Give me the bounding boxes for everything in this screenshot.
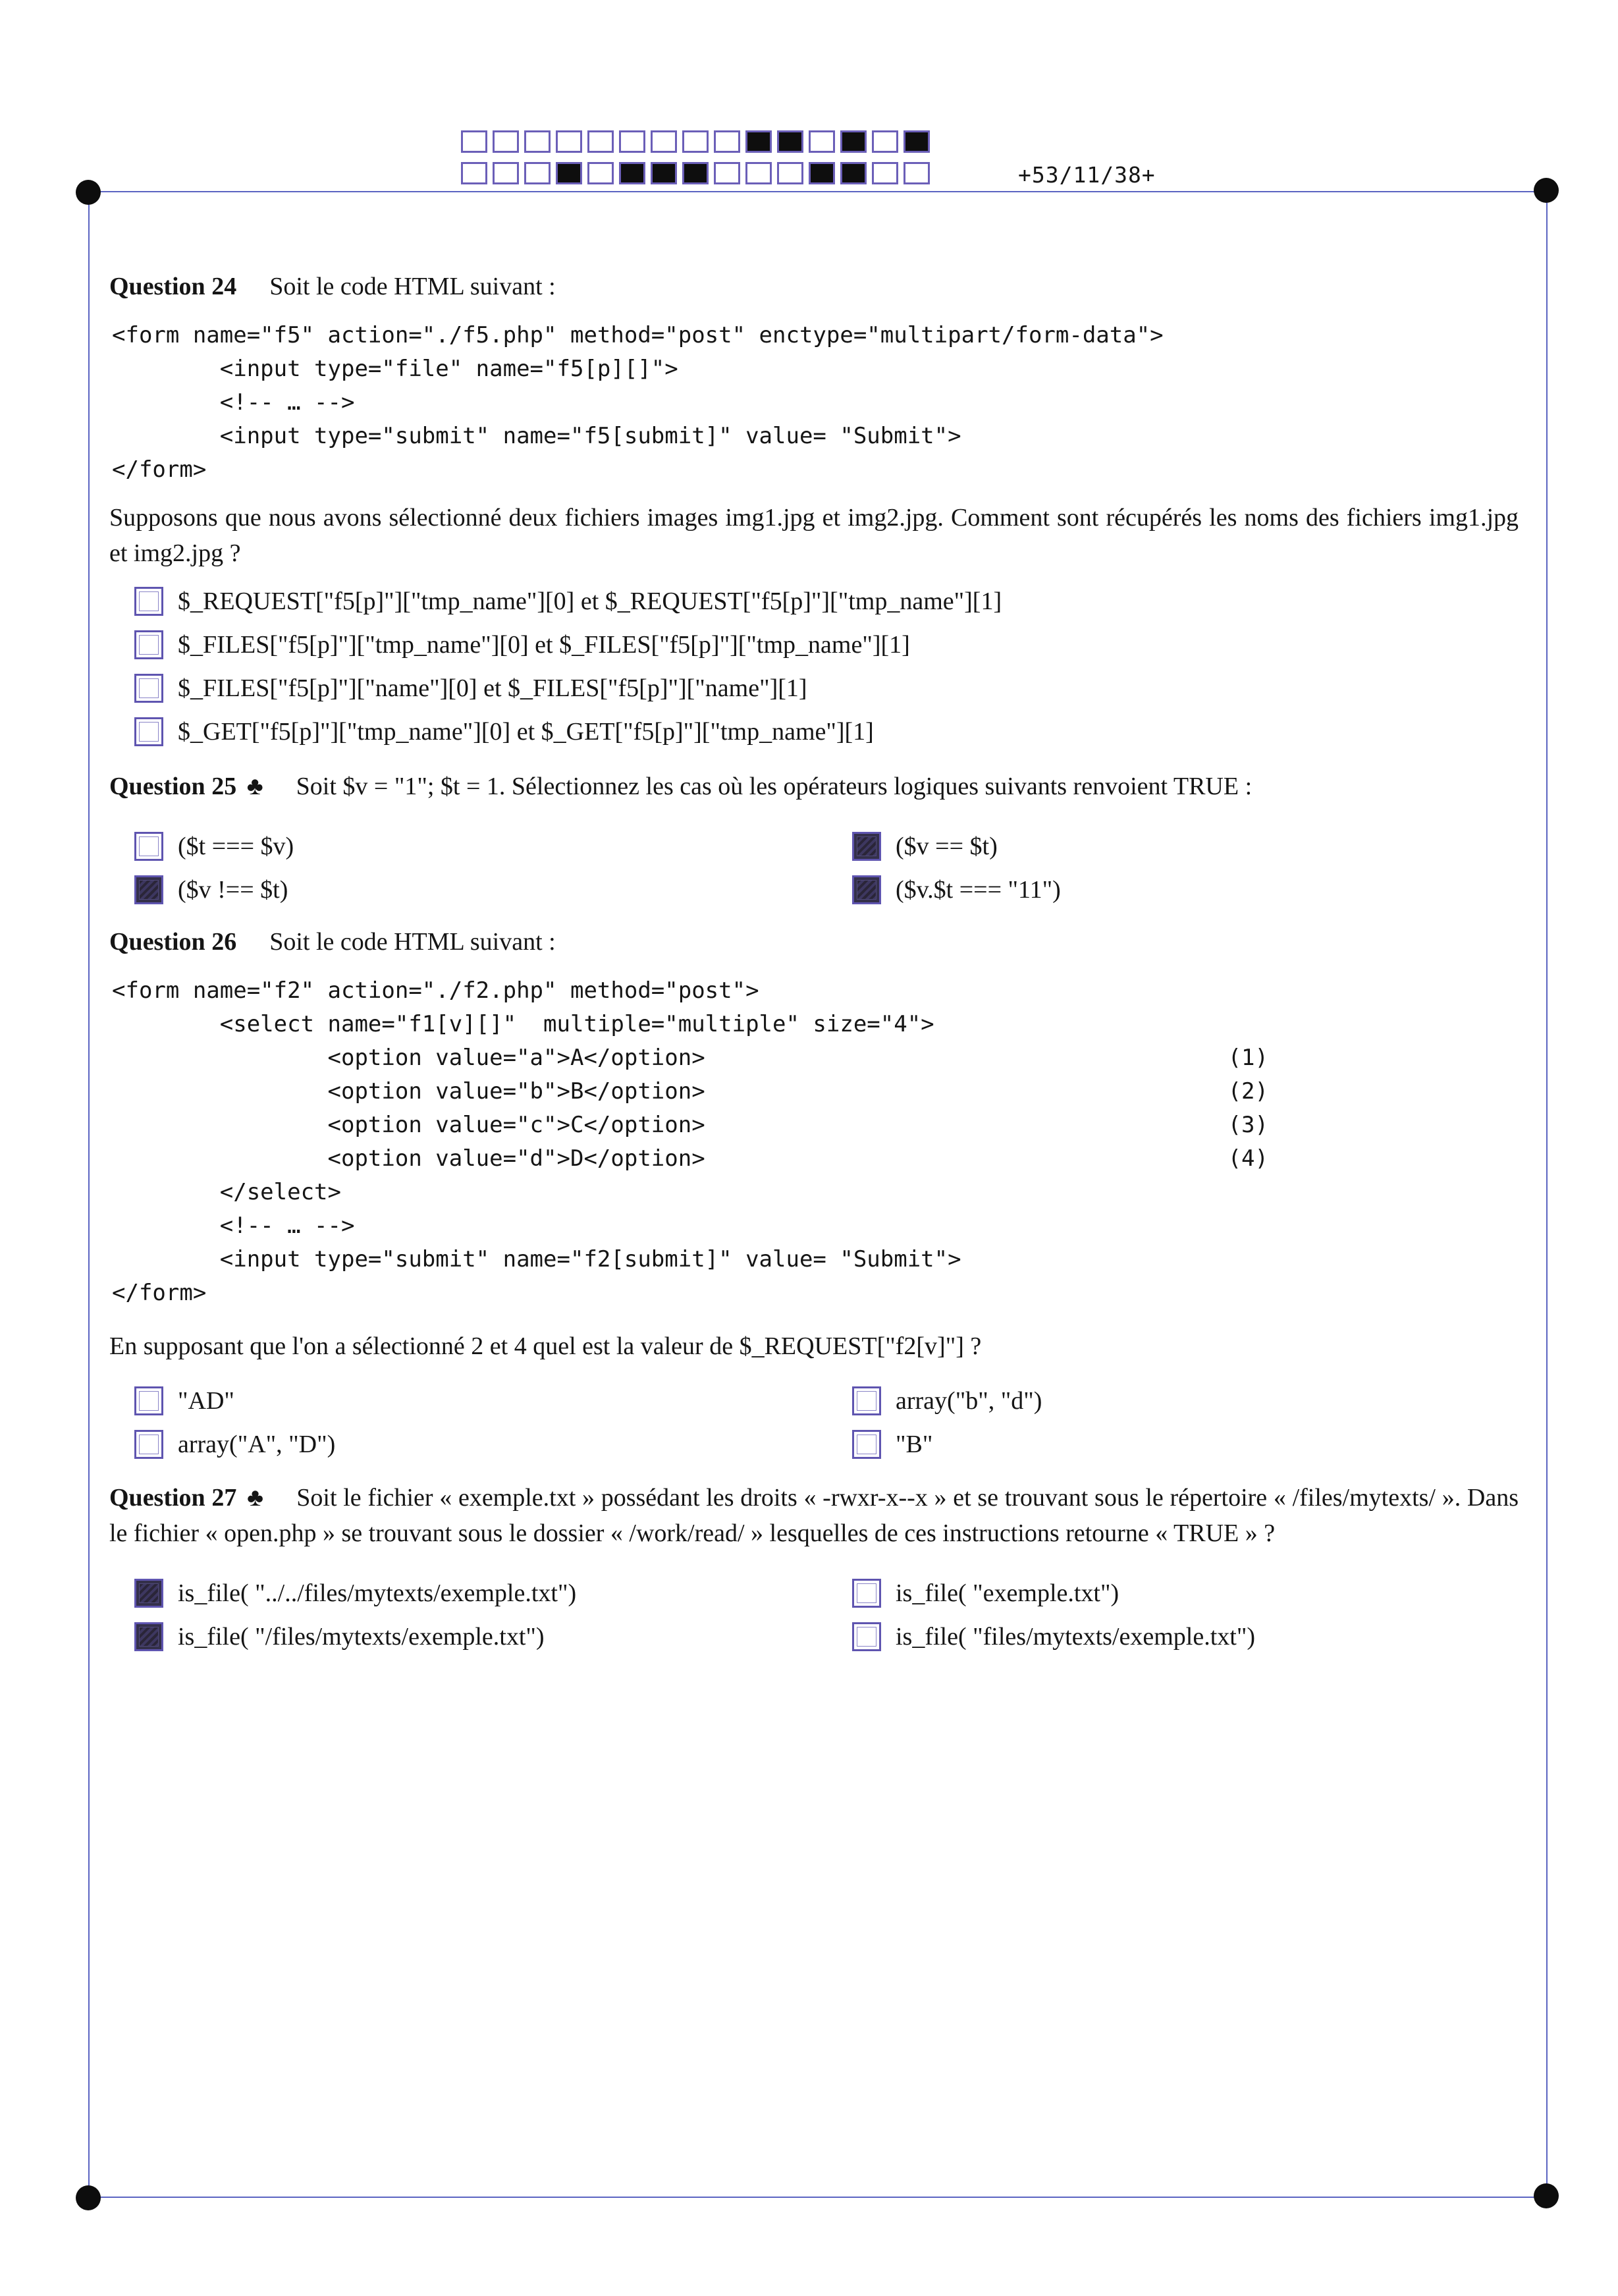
answer-option[interactable] <box>109 584 1519 618</box>
barcode-cell <box>556 130 582 153</box>
barcode-cell <box>651 162 677 184</box>
corner-mark-bottom-right <box>1534 2183 1559 2208</box>
answer-option[interactable] <box>109 628 1519 662</box>
code-line: <option value="a">A</option> <box>112 1045 705 1071</box>
answer-option[interactable] <box>827 829 1545 863</box>
answer-label: is_file( "../../files/mytexts/exemple.txt") <box>178 1579 577 1607</box>
checkbox[interactable] <box>134 630 163 659</box>
answer-label: ($v.$t === "11") <box>896 876 1061 904</box>
barcode-cell <box>461 130 487 153</box>
checkbox[interactable] <box>134 1386 163 1415</box>
code-block <box>112 974 1519 1310</box>
option-number: (2) <box>1227 1078 1268 1105</box>
answer-label: array("A", "D") <box>178 1431 336 1458</box>
barcode-cell <box>493 162 519 184</box>
barcode-cell <box>682 162 709 184</box>
option-number: (1) <box>1227 1045 1268 1071</box>
checkbox[interactable] <box>134 1430 163 1459</box>
barcode-cell <box>461 162 487 184</box>
code-line: </form> <box>112 1280 207 1306</box>
option-number: (3) <box>1227 1112 1268 1138</box>
answer-label: "AD" <box>178 1387 234 1415</box>
question-intro: Soit le code HTML suivant : <box>269 928 556 956</box>
barcode-cell <box>809 130 835 153</box>
question-text: Supposons que nous avons sélectionné deux fichiers images img1.jpg et img2.jpg. Comment sont récupérés les noms des fichiers img1.jpg et img2.jpg ? <box>109 504 1519 567</box>
question-text: En supposant que l'on a sélectionné 2 et 4 quel est la valeur de $_REQUEST["f2[v]"] ? <box>109 1332 982 1360</box>
code-line: </form> <box>112 456 207 483</box>
code-line: <input type="submit" name="f5[submit]" value= "Submit"> <box>112 423 961 449</box>
checked-checkbox[interactable] <box>852 832 881 861</box>
question-number: Question 25 ♣ <box>109 773 263 800</box>
answer-option[interactable] <box>827 873 1545 907</box>
answer-label: ($t === $v) <box>178 833 294 860</box>
page-code: +53/11/38+ <box>1018 162 1156 188</box>
question-27 <box>109 1480 1519 1654</box>
answer-grid <box>109 829 1519 907</box>
frame-left <box>88 191 90 2197</box>
barcode-cell <box>872 130 898 153</box>
barcode-cell <box>714 130 740 153</box>
checkbox[interactable] <box>134 674 163 703</box>
exam-content <box>109 269 1519 1654</box>
barcode-cell <box>840 162 867 184</box>
code-line: <form name="f5" action="./f5.php" method="post" enctype="multipart/form-data"> <box>112 322 1164 348</box>
question-heading <box>109 769 1519 804</box>
question-25 <box>109 769 1519 907</box>
corner-mark-top-right <box>1534 178 1559 203</box>
barcode-row-1 <box>461 130 935 153</box>
checked-checkbox[interactable] <box>852 875 881 904</box>
question-intro: Soit le fichier « exemple.txt » possédant les droits « -rwxr-x--x » et se trouvant sous le répertoire « /files/mytexts/ ». Dans le fichier « open.php » se trouvant sous le dossier « /work/read/ » lesquelles de ces instructions retourne « TRUE » ? <box>109 1484 1519 1547</box>
answer-option[interactable] <box>109 715 1519 749</box>
answer-option[interactable] <box>109 1620 827 1654</box>
answer-list <box>109 584 1519 749</box>
answer-option[interactable] <box>827 1427 1545 1462</box>
barcode-cell <box>840 130 867 153</box>
code-line: <!-- … --> <box>112 1213 355 1239</box>
checkbox[interactable] <box>852 1622 881 1651</box>
answer-label: ($v !== $t) <box>178 876 288 904</box>
barcode-cell <box>809 162 835 184</box>
barcode-cell <box>714 162 740 184</box>
question-intro: Soit $v = "1"; $t = 1. Sélectionnez les cas où les opérateurs logiques suivants renvoient TRUE : <box>296 773 1253 800</box>
answer-option[interactable] <box>109 671 1519 705</box>
barcode-cell <box>619 130 645 153</box>
barcode-row-2 <box>461 162 935 184</box>
answer-option[interactable] <box>109 829 827 863</box>
barcode-cell <box>777 162 803 184</box>
club-icon: ♣ <box>247 1484 264 1512</box>
code-line: <input type="submit" name="f2[submit]" value= "Submit"> <box>112 1246 961 1272</box>
barcode-cell <box>745 130 772 153</box>
code-line: <option value="b">B</option> <box>112 1078 705 1105</box>
question-heading <box>109 1480 1519 1551</box>
answer-grid <box>109 1384 1519 1462</box>
frame-right <box>1546 191 1548 2197</box>
option-number: (4) <box>1227 1145 1268 1172</box>
code-block <box>112 319 1519 487</box>
corner-mark-top-left <box>76 180 101 205</box>
barcode-cell <box>493 130 519 153</box>
question-intro: Soit le code HTML suivant : <box>269 273 556 300</box>
answer-option[interactable] <box>109 873 827 907</box>
barcode-cell <box>556 162 582 184</box>
club-icon: ♣ <box>246 773 263 800</box>
barcode-cell <box>651 130 677 153</box>
code-line: <input type="file" name="f5[p][]"> <box>112 356 678 382</box>
barcode-cell <box>524 162 551 184</box>
code-line: <select name="f1[v][]" multiple="multiple" size="4"> <box>112 1011 934 1037</box>
corner-mark-bottom-left <box>76 2185 101 2210</box>
question-number: Question 24 <box>109 273 237 300</box>
answer-label: is_file( "files/mytexts/exemple.txt") <box>896 1623 1256 1651</box>
barcode-cell <box>903 162 930 184</box>
answer-label: $_REQUEST["f5[p]"]["tmp_name"][0] et $_REQUEST["f5[p]"]["tmp_name"][1] <box>178 588 1002 615</box>
checkbox[interactable] <box>134 587 163 616</box>
answer-grid <box>109 1576 1519 1654</box>
checkbox[interactable] <box>852 1430 881 1459</box>
question-number: Question 26 <box>109 928 237 956</box>
answer-label: ($v == $t) <box>896 833 998 860</box>
question-heading <box>109 924 1519 960</box>
barcode-cell <box>619 162 645 184</box>
barcode-cell <box>872 162 898 184</box>
checkbox[interactable] <box>852 1386 881 1415</box>
barcode-cell <box>524 130 551 153</box>
answer-label: $_FILES["f5[p]"]["name"][0] et $_FILES["f5[p]"]["name"][1] <box>178 674 807 702</box>
code-line: <option value="d">D</option> <box>112 1145 705 1172</box>
question-heading <box>109 269 1519 304</box>
answer-option[interactable] <box>827 1384 1545 1418</box>
answer-option[interactable] <box>827 1576 1545 1610</box>
code-line: <!-- … --> <box>112 389 355 416</box>
frame-top <box>88 191 1547 192</box>
barcode-cell <box>745 162 772 184</box>
answer-label: is_file( "exemple.txt") <box>896 1579 1119 1607</box>
code-line: <option value="c">C</option> <box>112 1112 705 1138</box>
checkbox[interactable] <box>852 1579 881 1608</box>
checked-checkbox[interactable] <box>134 1579 163 1608</box>
checkbox[interactable] <box>134 717 163 746</box>
checked-checkbox[interactable] <box>134 1622 163 1651</box>
answer-label: array("b", "d") <box>896 1387 1042 1415</box>
code-line: <form name="f2" action="./f2.php" method="post"> <box>112 977 759 1004</box>
question-24 <box>109 269 1519 749</box>
frame-bottom <box>88 2197 1547 2198</box>
question-26 <box>109 924 1519 1462</box>
question-number: Question 27 ♣ <box>109 1484 264 1512</box>
answer-label: is_file( "/files/mytexts/exemple.txt") <box>178 1623 545 1651</box>
answer-label: "B" <box>896 1431 933 1458</box>
code-line: </select> <box>112 1179 341 1205</box>
barcode-cell <box>777 130 803 153</box>
barcode-cell <box>903 130 930 153</box>
barcode-cell <box>682 130 709 153</box>
barcode-cell <box>587 162 614 184</box>
answer-option[interactable] <box>109 1427 827 1462</box>
checkbox[interactable] <box>134 832 163 861</box>
checked-checkbox[interactable] <box>134 875 163 904</box>
answer-option[interactable] <box>109 1384 827 1418</box>
answer-option[interactable] <box>109 1576 827 1610</box>
barcode-cell <box>587 130 614 153</box>
answer-label: $_FILES["f5[p]"]["tmp_name"][0] et $_FILES["f5[p]"]["tmp_name"][1] <box>178 631 910 659</box>
answer-option[interactable] <box>827 1620 1545 1654</box>
answer-label: $_GET["f5[p]"]["tmp_name"][0] et $_GET["f5[p]"]["tmp_name"][1] <box>178 718 874 746</box>
